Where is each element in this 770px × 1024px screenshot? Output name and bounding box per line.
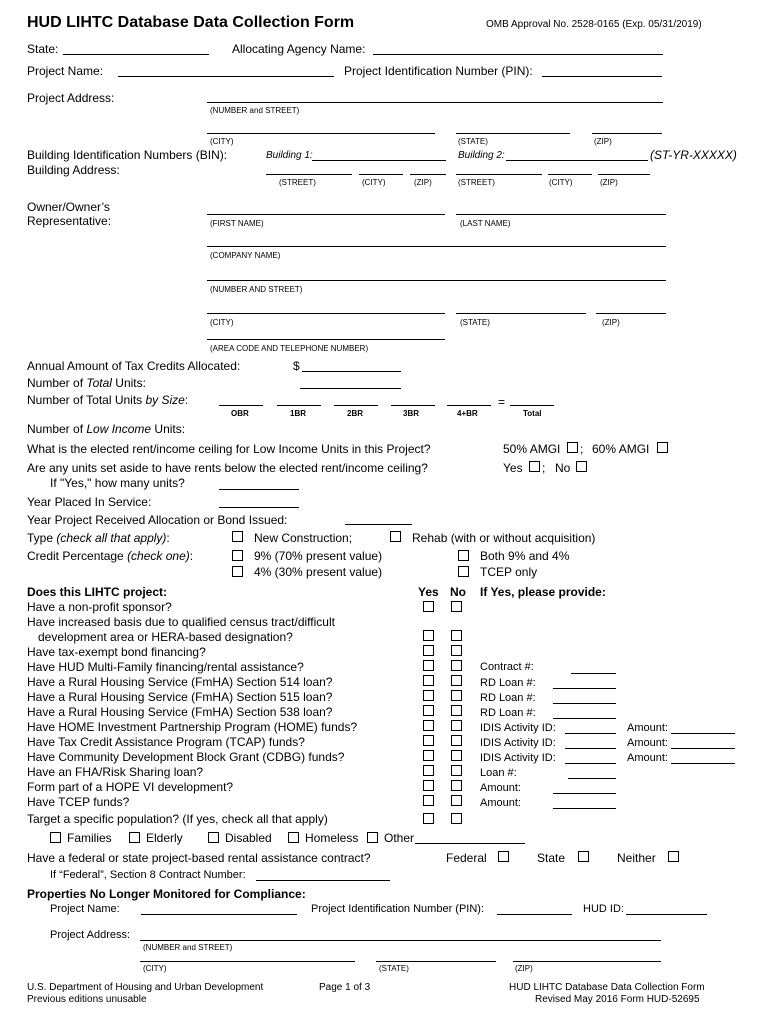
state-caption: (STATE) xyxy=(458,137,488,146)
size-1br-caption: 1BR xyxy=(290,409,307,418)
homeless-checkbox[interactable] xyxy=(288,832,299,843)
agency-field[interactable] xyxy=(373,54,663,55)
hope-amount-label: Amount: xyxy=(480,782,521,794)
q-nonprofit: Have a non-profit sponsor? xyxy=(27,600,172,614)
year-alloc-label: Year Project Received Allocation or Bond Issued: xyxy=(27,513,288,527)
ceiling-question: What is the elected rent/income ceiling for Low Income Units in this Project? xyxy=(27,442,431,456)
sec8-field[interactable] xyxy=(256,880,390,881)
q-hud: Have HUD Multi-Family financing/rental assistance? xyxy=(27,660,304,674)
owner-phone-field[interactable] xyxy=(207,339,445,340)
nlm-project-name-label: Project Name: xyxy=(50,903,120,915)
q-rhs538-no[interactable] xyxy=(451,705,462,716)
nlm-project-address-label: Project Address: xyxy=(50,929,131,941)
other-label: Other xyxy=(384,831,415,845)
q-target-yes[interactable] xyxy=(423,813,434,824)
idis-cdbg-field[interactable] xyxy=(565,763,616,764)
idis-cdbg-label: IDIS Activity ID: xyxy=(480,752,556,764)
credit9and4-checkbox[interactable] xyxy=(458,550,469,561)
q-hud-no[interactable] xyxy=(451,660,462,671)
amgi60-checkbox[interactable] xyxy=(657,442,668,453)
owner-label: Owner/Owner’s xyxy=(27,200,110,214)
building-address-label: Building Address: xyxy=(27,163,120,177)
other-checkbox[interactable] xyxy=(367,832,378,843)
home-amount-field[interactable] xyxy=(671,733,735,734)
size-total-caption: Total xyxy=(523,409,542,418)
annual-credits-label: Annual Amount of Tax Credits Allocated: xyxy=(27,359,241,373)
form-title: HUD LIHTC Database Data Collection Form xyxy=(27,14,355,31)
owner-last-name-field[interactable] xyxy=(456,214,666,215)
setaside-separator: ; xyxy=(542,461,546,475)
tcap-amount-field[interactable] xyxy=(671,748,735,749)
nlm-hud-id-field[interactable] xyxy=(626,914,707,915)
building2-zip-field[interactable] xyxy=(598,174,650,175)
annual-credits-field[interactable] xyxy=(302,371,401,372)
q-basis-yes[interactable] xyxy=(423,630,434,641)
rd538-field[interactable] xyxy=(553,718,616,719)
bin-label: Building Identification Numbers (BIN): xyxy=(27,148,228,162)
city-caption: (CITY) xyxy=(210,137,234,146)
year-placed-field[interactable] xyxy=(219,507,299,508)
nlm-city-field[interactable] xyxy=(140,961,355,962)
q-fha-no[interactable] xyxy=(451,765,462,776)
credit9-checkbox[interactable] xyxy=(232,550,243,561)
q-hope-yes[interactable] xyxy=(423,780,434,791)
project-street-field[interactable] xyxy=(207,102,663,103)
size-1br-field[interactable] xyxy=(277,405,321,406)
nlm-hud-id-label: HUD ID: xyxy=(583,903,624,915)
rental-question: Have a federal or state project-based rental assistance contract? xyxy=(27,851,371,865)
zip-caption: (ZIP) xyxy=(594,137,612,146)
setaside-no-checkbox[interactable] xyxy=(576,461,587,472)
rehab-checkbox[interactable] xyxy=(390,531,401,542)
nlm-zip-caption: (ZIP) xyxy=(515,964,533,973)
q-fha-yes[interactable] xyxy=(423,765,434,776)
q-tcep: Have TCEP funds? xyxy=(27,795,130,809)
idis-tcap-field[interactable] xyxy=(565,748,616,749)
owner-state-caption: (STATE) xyxy=(460,318,490,327)
q-home-no[interactable] xyxy=(451,720,462,731)
no-column-header: No xyxy=(450,585,466,599)
home-amount-label: Amount: xyxy=(627,722,668,734)
year-alloc-field[interactable] xyxy=(345,524,412,525)
credit9and4-label: Both 9% and 4% xyxy=(480,549,570,563)
nlm-city-caption: (CITY) xyxy=(143,964,167,973)
owner-zip-field[interactable] xyxy=(596,313,666,314)
federal-label: Federal xyxy=(446,851,487,865)
families-checkbox[interactable] xyxy=(50,832,61,843)
amgi60-label: 60% AMGI xyxy=(592,442,650,456)
q-bond: Have tax-exempt bond financing? xyxy=(27,645,206,659)
disabled-label: Disabled xyxy=(225,831,272,845)
owner-city-field[interactable] xyxy=(207,313,445,314)
q-bond-no[interactable] xyxy=(451,645,462,656)
q-rhs538-yes[interactable] xyxy=(423,705,434,716)
b2-zip-caption: (ZIP) xyxy=(600,178,618,187)
q-basis: Have increased basis due to qualified census tract/difficult xyxy=(27,615,335,629)
credit-percentage-label: Credit Percentage (check one): xyxy=(27,549,194,563)
q-tcep-no[interactable] xyxy=(451,795,462,806)
rd538-label: RD Loan #: xyxy=(480,707,536,719)
building2-field[interactable] xyxy=(506,160,648,161)
tcep-amount-label: Amount: xyxy=(480,797,521,809)
representative-label: Representative: xyxy=(27,214,112,228)
project-zip-field[interactable] xyxy=(592,133,662,134)
other-field[interactable] xyxy=(415,843,525,844)
dollar-sign: $ xyxy=(293,359,300,373)
owner-state-field[interactable] xyxy=(456,313,586,314)
setaside-yes-label: Yes xyxy=(503,461,523,475)
nlm-zip-field[interactable] xyxy=(513,961,661,962)
b2-city-caption: (CITY) xyxy=(549,178,573,187)
year-placed-label: Year Placed In Service: xyxy=(27,495,152,509)
size-3br-field[interactable] xyxy=(391,405,435,406)
tcep-only-checkbox[interactable] xyxy=(458,566,469,577)
idis-home-field[interactable] xyxy=(565,733,616,734)
setaside-yes-checkbox[interactable] xyxy=(529,461,540,472)
fha-loan-field[interactable] xyxy=(568,778,616,779)
phone-caption: (AREA CODE AND TELEPHONE NUMBER) xyxy=(210,344,369,353)
yes-column-header: Yes xyxy=(418,585,439,599)
q-hope: Form part of a HOPE VI development? xyxy=(27,780,234,794)
nlm-street-field[interactable] xyxy=(140,940,661,941)
size-total-field[interactable] xyxy=(510,405,554,406)
sec8-label: If “Federal”, Section 8 Contract Number: xyxy=(50,869,246,881)
q-basis-no[interactable] xyxy=(451,630,462,641)
project-name-label: Project Name: xyxy=(27,64,104,78)
hope-amount-field[interactable] xyxy=(553,793,616,794)
q-nonprofit-no[interactable] xyxy=(451,601,462,612)
homeless-label: Homeless xyxy=(305,831,359,845)
q-rhs538: Have a Rural Housing Service (FmHA) Section 538 loan? xyxy=(27,705,333,719)
disabled-checkbox[interactable] xyxy=(208,832,219,843)
q-rhs514-yes[interactable] xyxy=(423,675,434,686)
number-street-caption: (NUMBER and STREET) xyxy=(210,106,300,115)
owner-zip-caption: (ZIP) xyxy=(602,318,620,327)
building1-city-field[interactable] xyxy=(359,174,403,175)
state-rental-checkbox[interactable] xyxy=(578,851,589,862)
state-label: State: xyxy=(27,42,59,56)
new-construction-label: New Construction; xyxy=(254,531,353,545)
rd514-field[interactable] xyxy=(553,688,616,689)
q-cdbg: Have Community Development Block Grant (CDBG) funds? xyxy=(27,750,345,764)
omb-approval: OMB Approval No. 2528-0165 (Exp. 05/31/2019) xyxy=(486,19,702,30)
credit4-checkbox[interactable] xyxy=(232,566,243,577)
rd514-label: RD Loan #: xyxy=(480,677,536,689)
how-many-label: If "Yes," how many units? xyxy=(50,476,185,490)
tcep-amount-field[interactable] xyxy=(553,808,616,809)
footer-previous-editions: Previous editions unusable xyxy=(27,994,147,1005)
building1-label: Building 1: xyxy=(266,150,313,161)
footer-department: U.S. Department of Housing and Urban Development xyxy=(27,982,264,993)
size-0br-field[interactable] xyxy=(219,405,263,406)
last-name-caption: (LAST NAME) xyxy=(460,219,511,228)
amgi50-checkbox[interactable] xyxy=(567,442,578,453)
b2-street-caption: (STREET) xyxy=(458,178,495,187)
cdbg-amount-label: Amount: xyxy=(627,752,668,764)
amgi-separator: ; xyxy=(580,442,584,456)
neither-checkbox[interactable] xyxy=(668,851,679,862)
nlm-pin-field[interactable] xyxy=(497,914,572,915)
building2-street-field[interactable] xyxy=(456,174,542,175)
agency-label: Allocating Agency Name: xyxy=(232,42,366,56)
contract-field[interactable] xyxy=(571,673,616,674)
q-hope-no[interactable] xyxy=(451,780,462,791)
total-units-label: Number of Total Units: xyxy=(27,376,146,390)
how-many-field[interactable] xyxy=(219,489,299,490)
credit4-label: 4% (30% present value) xyxy=(254,565,383,579)
size-0br-caption: OBR xyxy=(231,409,249,418)
bin-format: (ST-YR-XXXXX) xyxy=(650,148,737,162)
fha-loan-label: Loan #: xyxy=(480,767,517,779)
company-caption: (COMPANY NAME) xyxy=(210,251,281,260)
q-tcap: Have Tax Credit Assistance Program (TCAP) funds? xyxy=(27,735,305,749)
q-rhs514: Have a Rural Housing Service (FmHA) Section 514 loan? xyxy=(27,675,333,689)
setaside-question: Are any units set aside to have rents below the elected rent/income ceiling? xyxy=(27,461,428,475)
federal-checkbox[interactable] xyxy=(498,851,509,862)
total-units-field[interactable] xyxy=(300,388,401,389)
q-tcap-no[interactable] xyxy=(451,735,462,746)
q-hud-yes[interactable] xyxy=(423,660,434,671)
cdbg-amount-field[interactable] xyxy=(671,763,735,764)
footer-revised: Revised May 2016 Form HUD-52695 xyxy=(535,994,700,1005)
elderly-label: Elderly xyxy=(146,831,183,845)
first-name-caption: (FIRST NAME) xyxy=(210,219,264,228)
no-longer-heading: Properties No Longer Monitored for Compliance: xyxy=(27,887,306,901)
tcap-amount-label: Amount: xyxy=(627,737,668,749)
idis-home-label: IDIS Activity ID: xyxy=(480,722,556,734)
project-name-field[interactable] xyxy=(118,76,334,77)
low-income-units-label: Number of Low Income Units: xyxy=(27,422,186,436)
building1-zip-field[interactable] xyxy=(410,174,446,175)
size-2br-caption: 2BR xyxy=(347,409,364,418)
size-3br-caption: 3BR xyxy=(403,409,420,418)
owner-street-field[interactable] xyxy=(207,280,666,281)
amgi50-label: 50% AMGI xyxy=(503,442,561,456)
credit9-label: 9% (70% present value) xyxy=(254,549,383,563)
b1-street-caption: (STREET) xyxy=(279,178,316,187)
tcep-only-label: TCEP only xyxy=(480,565,538,579)
q-cdbg-yes[interactable] xyxy=(423,750,434,761)
idis-tcap-label: IDIS Activity ID: xyxy=(480,737,556,749)
q-rhs515: Have a Rural Housing Service (FmHA) Section 515 loan? xyxy=(27,690,333,704)
size-2br-field[interactable] xyxy=(334,405,378,406)
q-basis-cont: development area or HERA-based designation? xyxy=(38,630,293,644)
q-tcep-yes[interactable] xyxy=(423,795,434,806)
q-nonprofit-yes[interactable] xyxy=(423,601,434,612)
size-4br-field[interactable] xyxy=(447,405,491,406)
building1-field[interactable] xyxy=(312,160,446,161)
b1-city-caption: (CITY) xyxy=(362,178,386,187)
project-address-label: Project Address: xyxy=(27,91,115,105)
size-4br-caption: 4+BR xyxy=(457,409,478,418)
new-construction-checkbox[interactable] xyxy=(232,531,243,542)
contract-label: Contract #: xyxy=(480,661,534,673)
neither-label: Neither xyxy=(617,851,656,865)
owner-city-caption: (CITY) xyxy=(210,318,234,327)
families-label: Families xyxy=(67,831,112,845)
owner-first-name-field[interactable] xyxy=(207,214,445,215)
rehab-label: Rehab (with or without acquisition) xyxy=(412,531,596,545)
b1-zip-caption: (ZIP) xyxy=(414,178,432,187)
pin-label: Project Identification Number (PIN): xyxy=(344,64,533,78)
owner-street-caption: (NUMBER AND STREET) xyxy=(210,285,303,294)
pin-field[interactable] xyxy=(542,76,662,77)
q-home: Have HOME Investment Partnership Program (HOME) funds? xyxy=(27,720,358,734)
project-state-field[interactable] xyxy=(456,133,570,134)
nlm-project-name-field[interactable] xyxy=(141,914,297,915)
building2-label: Building 2: xyxy=(458,150,505,161)
owner-company-field[interactable] xyxy=(207,246,666,247)
q-bond-yes[interactable] xyxy=(423,645,434,656)
nlm-pin-label: Project Identification Number (PIN): xyxy=(311,903,485,915)
q-tcap-yes[interactable] xyxy=(423,735,434,746)
units-by-size-label: Number of Total Units by Size: xyxy=(27,393,189,407)
footer-form-title: HUD LIHTC Database Data Collection Form xyxy=(509,982,705,993)
q-target: Target a specific population? (If yes, check all that apply) xyxy=(27,812,328,826)
q-rhs514-no[interactable] xyxy=(451,675,462,686)
nlm-state-caption: (STATE) xyxy=(379,964,409,973)
building1-street-field[interactable] xyxy=(266,174,352,175)
provide-column-header: If Yes, please provide: xyxy=(480,585,606,599)
elderly-checkbox[interactable] xyxy=(129,832,140,843)
nlm-state-field[interactable] xyxy=(376,961,496,962)
q-rhs515-yes[interactable] xyxy=(423,690,434,701)
state-rental-label: State xyxy=(537,851,566,865)
nlm-street-caption: (NUMBER and STREET) xyxy=(143,943,233,952)
q-target-no[interactable] xyxy=(451,813,462,824)
state-field[interactable] xyxy=(63,54,209,55)
q-fha: Have an FHA/Risk Sharing loan? xyxy=(27,765,204,779)
equals-sign: = xyxy=(498,395,506,409)
q-home-yes[interactable] xyxy=(423,720,434,731)
setaside-no-label: No xyxy=(555,461,571,475)
footer-page-number: Page 1 of 3 xyxy=(319,982,371,993)
building2-city-field[interactable] xyxy=(548,174,592,175)
q-cdbg-no[interactable] xyxy=(451,750,462,761)
q-rhs515-no[interactable] xyxy=(451,690,462,701)
rd515-label: RD Loan #: xyxy=(480,692,536,704)
type-label: Type (check all that apply): xyxy=(27,531,170,545)
rd515-field[interactable] xyxy=(553,703,616,704)
project-city-field[interactable] xyxy=(207,133,435,134)
lihtc-heading: Does this LIHTC project: xyxy=(27,585,168,599)
